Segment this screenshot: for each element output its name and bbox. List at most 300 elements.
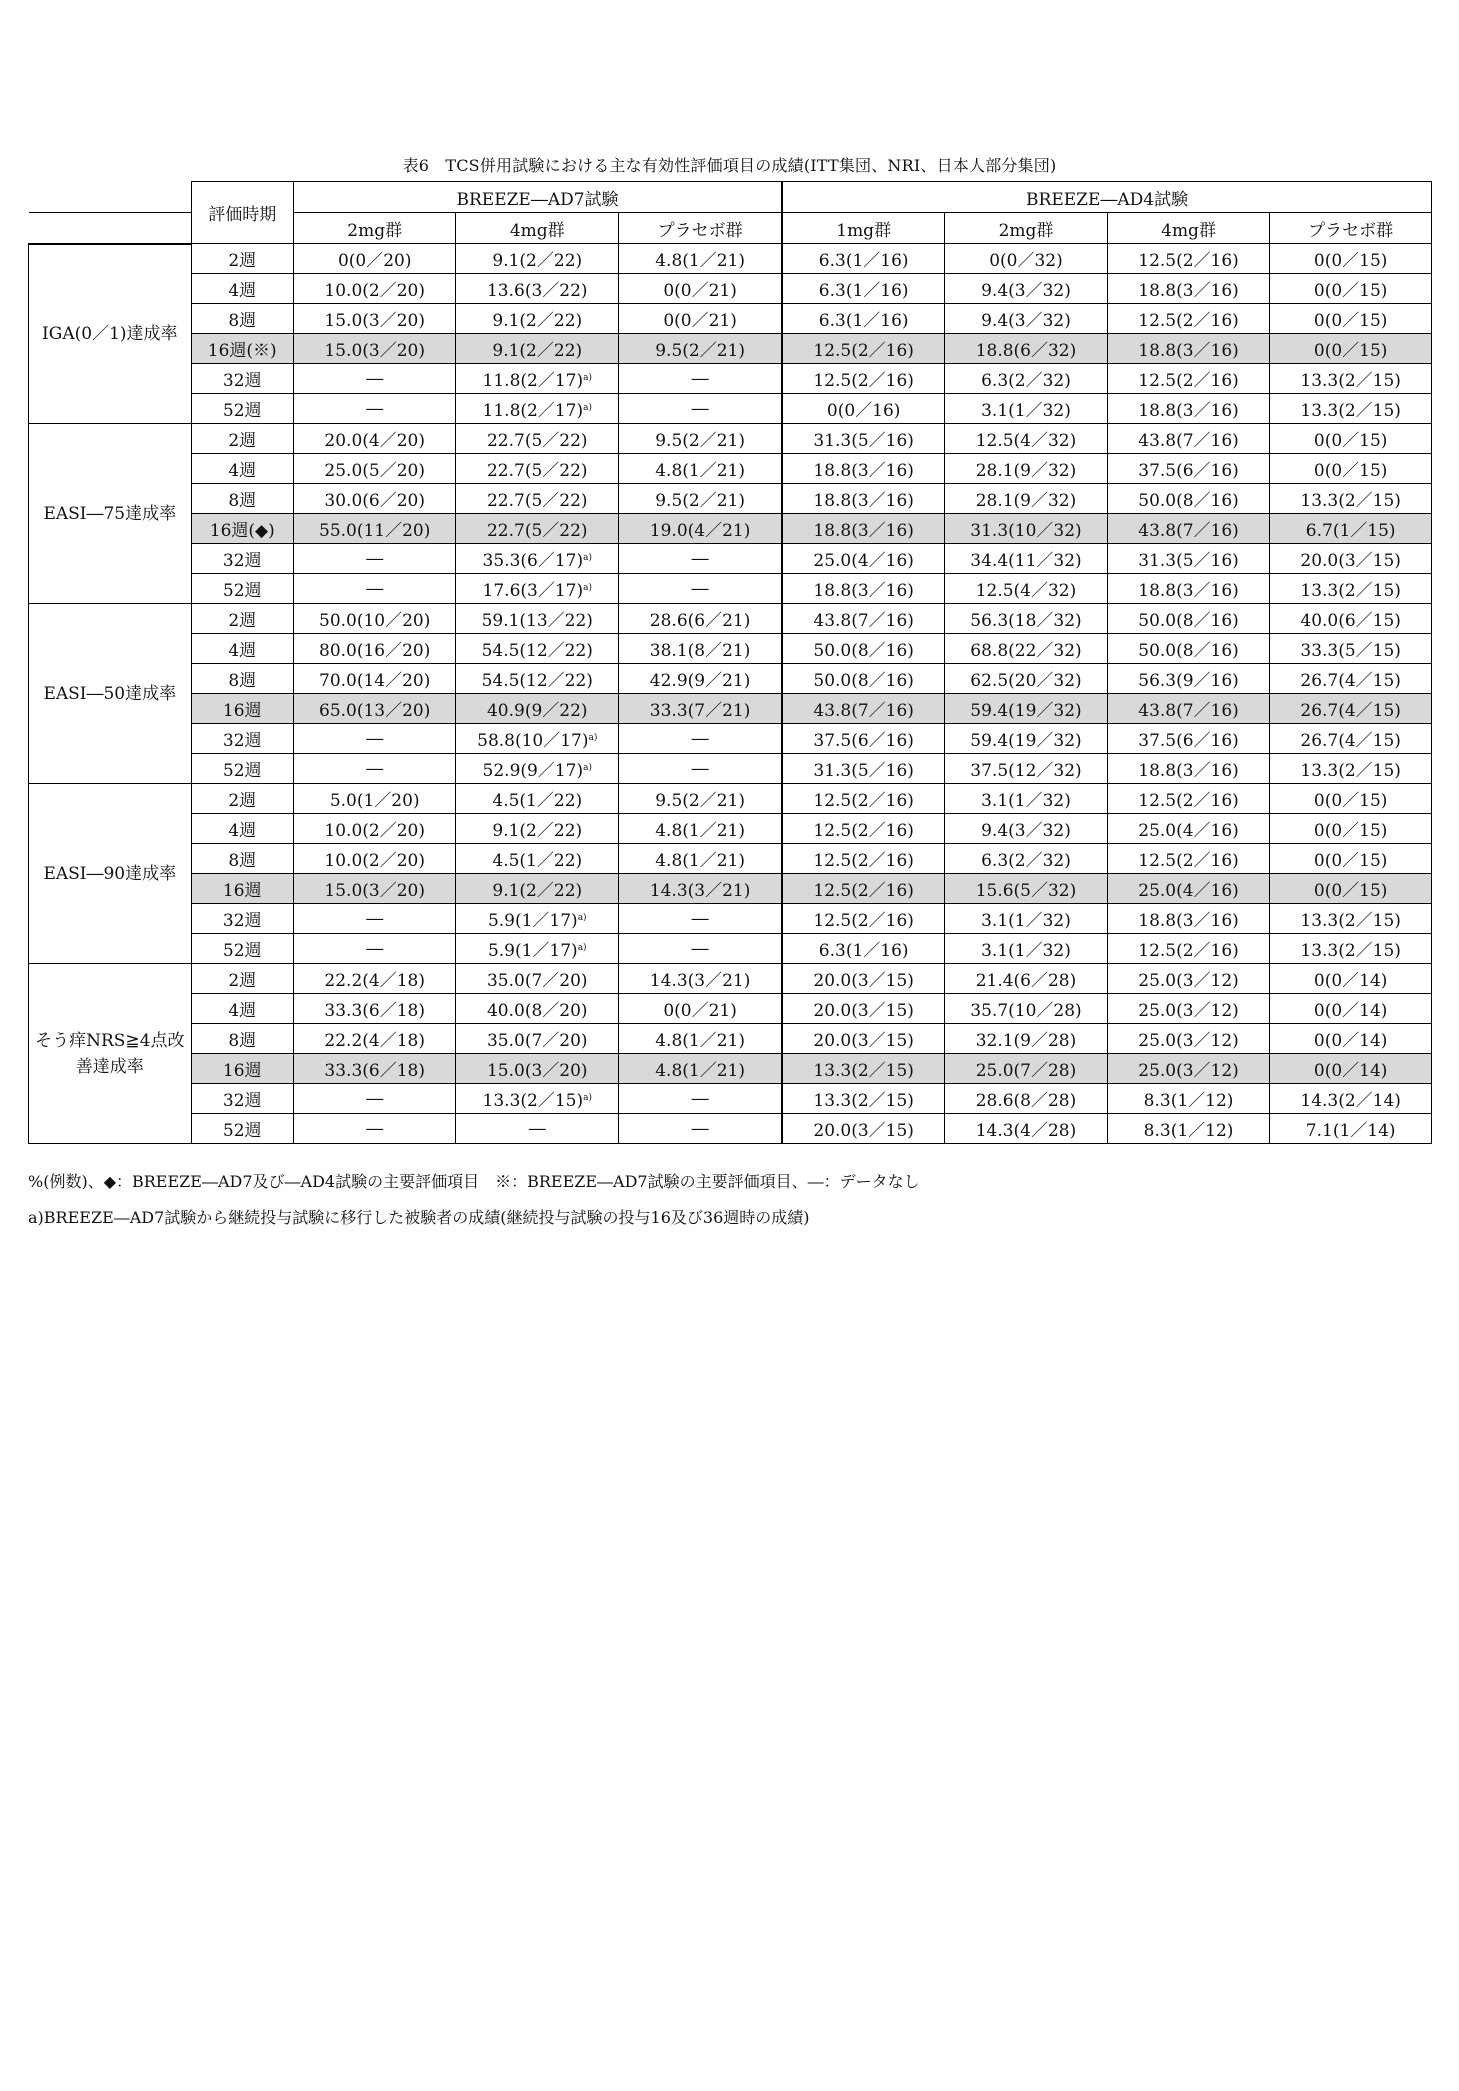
value-text: 6.3(2／32) xyxy=(981,371,1071,391)
value-cell xyxy=(293,364,456,394)
footnote-marker: a) xyxy=(583,583,592,593)
value-cell xyxy=(619,454,783,484)
value-text: 14.3(3／21) xyxy=(649,971,751,991)
footnote-legend: %(例数)、◆：BREEZE―AD7及び―AD4試験の主要評価項目 ※：BREEZE―AD7試験の主要評価項目、―：データなし xyxy=(28,1172,920,1191)
value-cell xyxy=(1270,814,1432,844)
table-row xyxy=(29,574,1432,604)
value-text: ― xyxy=(691,938,709,959)
value-cell xyxy=(456,874,619,904)
value-text: 33.3(5／15) xyxy=(1300,641,1401,661)
value-text: 0(0／21) xyxy=(663,281,737,301)
value-text: ― xyxy=(691,398,709,419)
value-text: 14.3(2／14) xyxy=(1300,1091,1401,1111)
value-cell xyxy=(456,1084,619,1114)
value-cell xyxy=(619,934,783,964)
header-group-ad4-4mg: 4mg群 xyxy=(1107,213,1270,244)
value-cell xyxy=(619,844,783,874)
value-cell xyxy=(456,904,619,934)
value-text: 0(0／20) xyxy=(337,251,412,271)
value-text: 6.3(2／32) xyxy=(981,851,1071,871)
value-cell xyxy=(782,994,945,1024)
value-text: 0(0／14) xyxy=(1313,1061,1388,1081)
value-text: 0(0／15) xyxy=(1313,791,1388,811)
value-text: 25.0(4／16) xyxy=(1138,821,1239,841)
value-cell xyxy=(456,334,619,364)
value-cell xyxy=(782,904,945,934)
timepoint-cell: 4週 xyxy=(191,454,293,484)
value-text: 10.0(2／20) xyxy=(324,281,425,301)
value-cell xyxy=(945,724,1108,754)
value-text: 13.3(2／15) xyxy=(1300,581,1401,601)
value-cell xyxy=(619,904,783,934)
value-text: 31.3(5／16) xyxy=(1138,551,1239,571)
value-cell xyxy=(619,874,783,904)
value-text: ― xyxy=(366,578,384,599)
value-cell xyxy=(1270,574,1432,604)
value-cell xyxy=(1107,394,1270,424)
table-row xyxy=(29,844,1432,874)
value-cell xyxy=(619,634,783,664)
value-text: 9.1(2／22) xyxy=(492,341,583,361)
value-text: 25.0(7／28) xyxy=(975,1061,1077,1081)
value-text: 18.8(3／16) xyxy=(813,581,914,601)
value-text: 25.0(4／16) xyxy=(813,551,914,571)
header-study-ad7: BREEZE―AD7試験 xyxy=(293,182,782,213)
value-text: 17.6(3／17) xyxy=(482,581,584,601)
value-cell xyxy=(619,274,783,304)
value-text: 12.5(2／16) xyxy=(813,371,914,391)
value-cell xyxy=(456,514,619,544)
endpoint-label: そう痒NRS≧4点改善達成率 xyxy=(29,964,192,1144)
value-cell xyxy=(293,874,456,904)
value-text: 35.7(10／28) xyxy=(970,1001,1082,1021)
timepoint-cell: 32週 xyxy=(191,1084,293,1114)
value-text: 22.7(5／22) xyxy=(486,521,588,541)
value-text: 7.1(1／14) xyxy=(1305,1121,1396,1141)
value-text: 9.5(2／21) xyxy=(655,791,745,811)
value-cell xyxy=(1107,274,1270,304)
value-text: 13.6(3／22) xyxy=(486,281,588,301)
value-text: 54.5(12／22) xyxy=(481,671,593,691)
value-text: 8.3(1／12) xyxy=(1143,1091,1234,1111)
value-text: 13.3(2／15) xyxy=(813,1061,914,1081)
table-row xyxy=(29,1054,1432,1084)
value-text: 25.0(3／12) xyxy=(1138,1001,1239,1021)
value-cell xyxy=(782,544,945,574)
value-cell xyxy=(1270,934,1432,964)
footnote-marker: a) xyxy=(577,913,587,923)
table-row xyxy=(29,724,1432,754)
value-cell xyxy=(293,424,456,454)
value-cell xyxy=(619,694,783,724)
value-cell xyxy=(1107,724,1270,754)
value-text: ― xyxy=(528,1118,546,1139)
header-group-ad7-2mg: 2mg群 xyxy=(293,213,456,244)
value-cell xyxy=(293,754,456,784)
value-cell xyxy=(619,664,783,694)
table-row xyxy=(29,874,1432,904)
value-cell xyxy=(782,814,945,844)
value-cell xyxy=(1270,724,1432,754)
value-cell xyxy=(782,424,945,454)
value-cell xyxy=(619,304,783,334)
value-cell xyxy=(945,1084,1108,1114)
value-cell xyxy=(945,244,1108,274)
value-text: 3.1(1／32) xyxy=(981,941,1071,961)
value-cell xyxy=(1107,934,1270,964)
value-cell xyxy=(619,514,783,544)
value-cell xyxy=(1270,844,1432,874)
value-cell xyxy=(619,1024,783,1054)
value-text: 58.8(10／17) xyxy=(477,731,589,751)
value-cell xyxy=(1270,244,1432,274)
value-text: 22.2(4／18) xyxy=(324,1031,425,1051)
value-cell xyxy=(619,964,783,994)
value-cell xyxy=(293,1084,456,1114)
table-row xyxy=(29,994,1432,1024)
timepoint-cell: 32週 xyxy=(191,544,293,574)
header-timepoint: 評価時期 xyxy=(191,182,293,244)
value-text: 12.5(2／16) xyxy=(813,851,914,871)
value-cell xyxy=(456,604,619,634)
value-cell xyxy=(1107,574,1270,604)
value-cell xyxy=(1107,334,1270,364)
value-cell xyxy=(945,904,1108,934)
value-cell xyxy=(1107,844,1270,874)
footnote-marker: a) xyxy=(583,403,592,413)
table-row xyxy=(29,1024,1432,1054)
timepoint-cell: 8週 xyxy=(191,664,293,694)
value-text: 0(0／14) xyxy=(1313,971,1388,991)
value-text: 5.9(1／17) xyxy=(487,941,578,961)
value-cell xyxy=(945,634,1108,664)
value-text: 13.3(2／15) xyxy=(1300,911,1401,931)
value-cell xyxy=(293,694,456,724)
value-cell xyxy=(945,814,1108,844)
value-cell xyxy=(782,844,945,874)
value-text: 12.5(4／32) xyxy=(975,431,1077,451)
value-cell xyxy=(1107,1114,1270,1144)
value-text: 20.0(4／20) xyxy=(324,431,425,451)
footnote-marker: a) xyxy=(583,1093,592,1103)
value-cell xyxy=(1270,964,1432,994)
value-cell xyxy=(456,694,619,724)
value-text: 6.3(1／16) xyxy=(818,281,909,301)
table-row xyxy=(29,694,1432,724)
timepoint-cell: 4週 xyxy=(191,994,293,1024)
value-cell xyxy=(782,634,945,664)
timepoint-cell: 16週(◆) xyxy=(191,514,293,544)
value-cell xyxy=(782,244,945,274)
value-cell xyxy=(293,964,456,994)
value-text: 43.8(7／16) xyxy=(813,611,914,631)
value-text: 43.8(7／16) xyxy=(1138,431,1239,451)
value-cell xyxy=(293,244,456,274)
table-row xyxy=(29,244,1432,274)
value-cell xyxy=(293,274,456,304)
value-cell xyxy=(1107,1024,1270,1054)
value-text: ― xyxy=(691,578,709,599)
timepoint-cell: 16週 xyxy=(191,1054,293,1084)
value-cell xyxy=(945,934,1108,964)
value-cell xyxy=(293,904,456,934)
timepoint-cell: 4週 xyxy=(191,634,293,664)
value-text: 9.1(2／22) xyxy=(492,251,583,271)
value-cell xyxy=(1270,784,1432,814)
value-text: 20.0(3／15) xyxy=(1300,551,1401,571)
value-text: 6.3(1／16) xyxy=(818,311,909,331)
value-cell xyxy=(945,1024,1108,1054)
value-cell xyxy=(945,844,1108,874)
value-text: 20.0(3／15) xyxy=(813,1121,914,1141)
value-cell xyxy=(293,604,456,634)
value-cell xyxy=(293,724,456,754)
value-cell xyxy=(456,1054,619,1084)
value-text: 25.0(3／12) xyxy=(1138,971,1239,991)
value-text: 18.8(3／16) xyxy=(813,461,914,481)
value-text: 28.1(9／32) xyxy=(975,461,1077,481)
value-text: 56.3(9／16) xyxy=(1138,671,1239,691)
value-cell xyxy=(782,754,945,784)
value-cell xyxy=(456,574,619,604)
value-cell xyxy=(293,304,456,334)
value-cell xyxy=(293,454,456,484)
value-cell xyxy=(782,364,945,394)
table-row xyxy=(29,964,1432,994)
value-cell xyxy=(782,874,945,904)
table-row xyxy=(29,1084,1432,1114)
timepoint-cell: 16週(※) xyxy=(191,334,293,364)
timepoint-cell: 52週 xyxy=(191,1114,293,1144)
table-row xyxy=(29,784,1432,814)
value-cell xyxy=(1270,604,1432,634)
value-cell xyxy=(782,724,945,754)
value-text: 22.7(5／22) xyxy=(486,431,588,451)
value-cell xyxy=(1270,394,1432,424)
value-cell xyxy=(619,1084,783,1114)
value-text: 0(0／15) xyxy=(1313,251,1388,271)
header-group-ad7-placebo: プラセボ群 xyxy=(619,213,783,244)
value-cell xyxy=(782,1054,945,1084)
value-text: 26.7(4／15) xyxy=(1300,671,1401,691)
value-text: 11.8(2／17) xyxy=(482,401,584,421)
timepoint-cell: 4週 xyxy=(191,814,293,844)
value-cell xyxy=(945,604,1108,634)
footnote-marker: a) xyxy=(583,763,592,773)
value-text: 0(0／32) xyxy=(989,251,1063,271)
value-cell xyxy=(1270,664,1432,694)
value-text: 15.0(3／20) xyxy=(324,881,425,901)
table-body xyxy=(29,244,1432,1144)
value-cell xyxy=(1107,664,1270,694)
value-text: 40.0(8／20) xyxy=(486,1001,588,1021)
value-cell xyxy=(1107,454,1270,484)
value-text: 18.8(3／16) xyxy=(1138,761,1239,781)
value-cell xyxy=(619,364,783,394)
timepoint-cell: 8週 xyxy=(191,304,293,334)
value-text: 25.0(5／20) xyxy=(324,461,425,481)
table-row xyxy=(29,274,1432,304)
value-text: 43.8(7／16) xyxy=(1138,701,1239,721)
value-text: ― xyxy=(366,1118,384,1139)
value-cell xyxy=(1270,994,1432,1024)
value-cell xyxy=(293,994,456,1024)
value-text: 13.3(2／15) xyxy=(1300,371,1401,391)
value-cell xyxy=(782,394,945,424)
table-row xyxy=(29,484,1432,514)
value-cell xyxy=(782,334,945,364)
value-text: 37.5(12／32) xyxy=(970,761,1082,781)
value-cell xyxy=(1107,994,1270,1024)
value-cell xyxy=(1107,1054,1270,1084)
value-cell xyxy=(1107,964,1270,994)
timepoint-cell: 8週 xyxy=(191,844,293,874)
value-cell xyxy=(1270,904,1432,934)
value-text: 13.3(2／15) xyxy=(1300,761,1401,781)
value-text: 22.7(5／22) xyxy=(486,461,588,481)
table-row xyxy=(29,454,1432,484)
value-cell xyxy=(782,454,945,484)
value-cell xyxy=(619,544,783,574)
table-row xyxy=(29,394,1432,424)
footnote-marker: a) xyxy=(583,553,592,563)
value-cell xyxy=(782,664,945,694)
value-cell xyxy=(1107,754,1270,784)
value-cell xyxy=(945,484,1108,514)
value-text: 15.0(3／20) xyxy=(324,341,425,361)
value-text: 52.9(9／17) xyxy=(482,761,584,781)
value-text: 22.7(5／22) xyxy=(486,491,588,511)
value-text: ― xyxy=(691,758,709,779)
value-cell xyxy=(945,664,1108,694)
value-text: 0(0／15) xyxy=(1313,461,1388,481)
timepoint-cell: 2週 xyxy=(191,424,293,454)
value-text: 12.5(2／16) xyxy=(813,821,914,841)
table-row xyxy=(29,514,1432,544)
value-text: 9.4(3／32) xyxy=(981,821,1071,841)
value-text: 59.4(19／32) xyxy=(970,701,1082,721)
value-text: 21.4(6／28) xyxy=(975,971,1077,991)
value-cell xyxy=(456,304,619,334)
value-cell xyxy=(1270,514,1432,544)
footnote-a: a)BREEZE―AD7試験から継続投与試験に移行した被験者の成績(継続投与試験の投与16及び36週時の成績) xyxy=(28,1208,810,1227)
value-text: 13.3(2／15) xyxy=(1300,401,1401,421)
value-cell xyxy=(456,664,619,694)
value-text: 13.3(2／15) xyxy=(482,1091,584,1111)
value-cell xyxy=(293,634,456,664)
value-cell xyxy=(456,484,619,514)
value-text: 18.8(3／16) xyxy=(1138,581,1239,601)
timepoint-cell: 32週 xyxy=(191,724,293,754)
value-text: 37.5(6／16) xyxy=(1138,731,1239,751)
value-text: 28.1(9／32) xyxy=(975,491,1077,511)
value-cell xyxy=(619,994,783,1024)
value-cell xyxy=(1107,364,1270,394)
value-text: 18.8(3／16) xyxy=(813,491,914,511)
value-text: 9.5(2／21) xyxy=(655,341,745,361)
value-text: 18.8(6／32) xyxy=(975,341,1077,361)
value-cell xyxy=(293,514,456,544)
value-cell xyxy=(782,484,945,514)
value-text: ― xyxy=(691,548,709,569)
value-cell xyxy=(782,1024,945,1054)
value-text: 12.5(2／16) xyxy=(1138,941,1239,961)
table-row xyxy=(29,934,1432,964)
value-cell xyxy=(456,364,619,394)
value-cell xyxy=(293,334,456,364)
value-cell xyxy=(945,274,1108,304)
value-cell xyxy=(945,964,1108,994)
value-cell xyxy=(782,964,945,994)
value-text: 5.0(1／20) xyxy=(329,791,420,811)
timepoint-cell: 52週 xyxy=(191,934,293,964)
value-text: 18.8(3／16) xyxy=(813,521,914,541)
value-text: 12.5(2／16) xyxy=(813,791,914,811)
timepoint-cell: 16週 xyxy=(191,694,293,724)
value-text: 0(0／15) xyxy=(1313,851,1388,871)
value-text: 40.9(9／22) xyxy=(486,701,588,721)
value-cell xyxy=(619,784,783,814)
value-text: 32.1(9／28) xyxy=(975,1031,1077,1051)
value-cell xyxy=(293,664,456,694)
value-text: 0(0／15) xyxy=(1313,881,1388,901)
value-cell xyxy=(1270,334,1432,364)
value-cell xyxy=(1107,694,1270,724)
value-cell xyxy=(293,814,456,844)
value-text: 50.0(8／16) xyxy=(813,641,914,661)
value-text: 11.8(2／17) xyxy=(482,371,584,391)
value-text: 4.8(1／21) xyxy=(655,461,745,481)
value-text: 6.3(1／16) xyxy=(818,941,909,961)
value-cell xyxy=(619,1054,783,1084)
table-row xyxy=(29,904,1432,934)
timepoint-cell: 16週 xyxy=(191,874,293,904)
value-text: 20.0(3／15) xyxy=(813,1031,914,1051)
value-text: 4.8(1／21) xyxy=(655,851,745,871)
value-cell xyxy=(619,424,783,454)
value-text: 37.5(6／16) xyxy=(1138,461,1239,481)
value-text: 4.5(1／22) xyxy=(492,851,583,871)
value-text: 37.5(6／16) xyxy=(813,731,914,751)
table-row xyxy=(29,754,1432,784)
value-text: 0(0／14) xyxy=(1313,1031,1388,1051)
value-text: 22.2(4／18) xyxy=(324,971,425,991)
value-text: 50.0(8／16) xyxy=(1138,641,1239,661)
value-text: 3.1(1／32) xyxy=(981,911,1071,931)
value-text: 31.3(10／32) xyxy=(970,521,1082,541)
value-text: 54.5(12／22) xyxy=(481,641,593,661)
value-text: ― xyxy=(691,1088,709,1109)
value-text: 65.0(13／20) xyxy=(319,701,431,721)
value-text: ― xyxy=(691,908,709,929)
value-cell xyxy=(456,814,619,844)
value-text: 0(0／15) xyxy=(1313,341,1388,361)
endpoint-label: IGA(0／1)達成率 xyxy=(29,244,192,424)
value-text: 70.0(14／20) xyxy=(319,671,431,691)
value-text: ― xyxy=(691,368,709,389)
value-text: 4.5(1／22) xyxy=(492,791,583,811)
value-cell xyxy=(945,454,1108,484)
value-text: 9.1(2／22) xyxy=(492,881,583,901)
value-text: 0(0／15) xyxy=(1313,311,1388,331)
value-text: 18.8(3／16) xyxy=(1138,911,1239,931)
value-text: 50.0(10／20) xyxy=(319,611,431,631)
value-cell xyxy=(456,394,619,424)
value-text: 43.8(7／16) xyxy=(813,701,914,721)
value-text: ― xyxy=(366,908,384,929)
table-row xyxy=(29,1114,1432,1144)
value-text: 40.0(6／15) xyxy=(1300,611,1401,631)
